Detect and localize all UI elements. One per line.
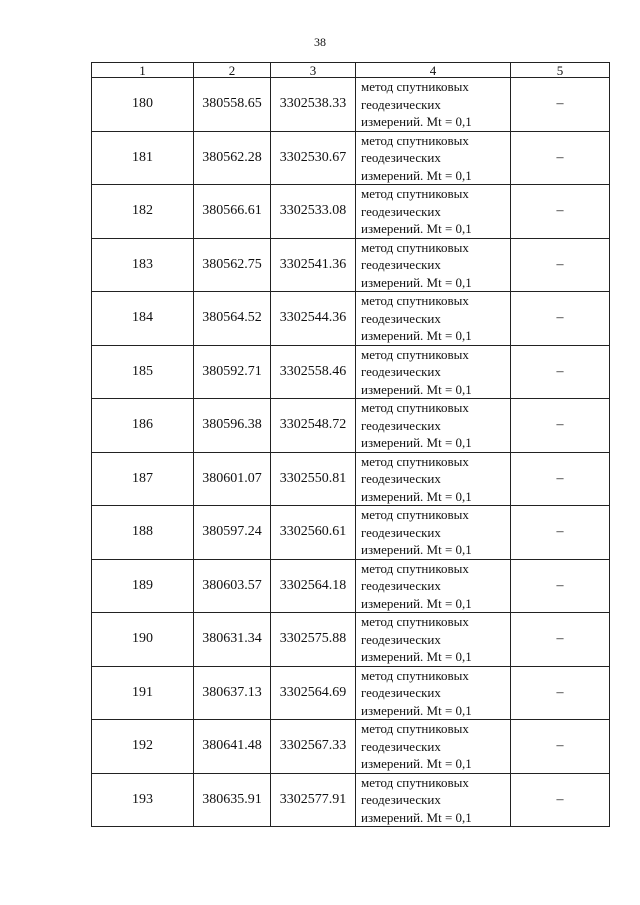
method-line: геодезических: [361, 257, 441, 272]
method-line: геодезических: [361, 471, 441, 486]
method-line: измерений. Mt = 0,1: [361, 328, 472, 343]
note-cell: –: [511, 238, 610, 292]
method-cell: [356, 185, 511, 239]
note-cell: –: [511, 78, 610, 132]
method-line: метод спутниковых: [361, 79, 469, 94]
point-number-cell: 188: [92, 506, 194, 560]
method-line: геодезических: [361, 685, 441, 700]
coord-y-cell: 3302538.33: [271, 78, 356, 132]
method-cell: [356, 345, 511, 399]
method-line: измерений. Mt = 0,1: [361, 381, 472, 397]
method-line: геодезических: [361, 364, 441, 379]
note-cell: –: [511, 506, 610, 560]
note-cell: –: [511, 292, 610, 346]
method-line: метод спутниковых: [361, 453, 469, 469]
method-line: геодезических: [361, 310, 441, 326]
method-line: метод спутниковых: [361, 614, 469, 629]
table-row: [92, 78, 610, 132]
coord-y-cell: 3302564.69: [271, 666, 356, 720]
coord-y-cell: 3302544.36: [271, 292, 356, 346]
point-number-cell: 182: [92, 185, 194, 239]
coord-x-cell: 380558.65: [194, 78, 271, 132]
method-line: метод спутниковых: [361, 186, 469, 201]
coord-y-cell: 3302548.72: [271, 399, 356, 453]
note-cell: –: [511, 666, 610, 720]
coord-x-cell: 380603.57: [194, 559, 271, 613]
header-col-4: 4: [356, 63, 511, 78]
coord-y-cell: 3302560.61: [271, 506, 356, 560]
coord-y-cell: 3302550.81: [271, 452, 356, 506]
method-line: геодезических: [361, 631, 441, 647]
method-line: геодезических: [361, 738, 441, 754]
method-line: измерений. Mt = 0,1: [361, 756, 472, 771]
header-col-5: 5: [511, 63, 610, 78]
coord-x-cell: 380566.61: [194, 185, 271, 239]
method-line: измерений. Mt = 0,1: [361, 809, 472, 825]
method-cell: [356, 131, 511, 185]
method-line: метод спутниковых: [361, 239, 469, 255]
coord-x-cell: 380641.48: [194, 720, 271, 774]
table-row: [92, 131, 610, 185]
note-cell: –: [511, 131, 610, 185]
page-number: 38: [314, 35, 326, 49]
method-cell: [356, 452, 511, 506]
note-cell: –: [511, 452, 610, 506]
method-cell: [356, 559, 511, 613]
point-number-cell: 180: [92, 78, 194, 132]
method-line: геодезических: [361, 524, 441, 540]
method-line: геодезических: [361, 203, 441, 219]
coord-y-cell: 3302575.88: [271, 613, 356, 667]
method-line: измерений. Mt = 0,1: [361, 274, 472, 290]
point-number-cell: 187: [92, 452, 194, 506]
method-cell: [356, 506, 511, 560]
coord-y-cell: 3302567.33: [271, 720, 356, 774]
method-line: метод спутниковых: [361, 293, 469, 308]
coord-y-cell: 3302577.91: [271, 773, 356, 827]
point-number-cell: 191: [92, 666, 194, 720]
method-line: измерений. Mt = 0,1: [361, 488, 472, 504]
coord-x-cell: 380564.52: [194, 292, 271, 346]
coord-x-cell: 380601.07: [194, 452, 271, 506]
coord-y-cell: 3302533.08: [271, 185, 356, 239]
table-row: [92, 506, 610, 560]
method-line: измерений. Mt = 0,1: [361, 167, 472, 183]
method-cell: [356, 292, 511, 346]
method-line: измерений. Mt = 0,1: [361, 435, 472, 450]
method-line: измерений. Mt = 0,1: [361, 114, 472, 129]
coord-x-cell: 380597.24: [194, 506, 271, 560]
method-line: метод спутниковых: [361, 721, 469, 736]
method-line: измерений. Mt = 0,1: [361, 221, 472, 236]
point-number-cell: 193: [92, 773, 194, 827]
coord-y-cell: 3302530.67: [271, 131, 356, 185]
table-row: [92, 238, 610, 292]
coord-x-cell: 380562.28: [194, 131, 271, 185]
method-cell: [356, 238, 511, 292]
coord-x-cell: 380596.38: [194, 399, 271, 453]
note-cell: –: [511, 613, 610, 667]
note-cell: –: [511, 559, 610, 613]
method-line: измерений. Mt = 0,1: [361, 595, 472, 611]
method-line: измерений. Mt = 0,1: [361, 542, 472, 557]
method-cell: [356, 773, 511, 827]
method-cell: [356, 720, 511, 774]
method-line: метод спутниковых: [361, 400, 469, 415]
note-cell: –: [511, 185, 610, 239]
method-line: метод спутниковых: [361, 346, 469, 362]
method-cell: [356, 613, 511, 667]
method-line: геодезических: [361, 417, 441, 433]
table-row: [92, 720, 610, 774]
coord-x-cell: 380635.91: [194, 773, 271, 827]
coord-x-cell: 380592.71: [194, 345, 271, 399]
method-line: измерений. Mt = 0,1: [361, 702, 472, 718]
coord-x-cell: 380637.13: [194, 666, 271, 720]
method-line: геодезических: [361, 150, 441, 165]
method-line: метод спутниковых: [361, 774, 469, 790]
coord-x-cell: 380631.34: [194, 613, 271, 667]
point-number-cell: 184: [92, 292, 194, 346]
method-line: геодезических: [361, 578, 441, 593]
table-row: [92, 613, 610, 667]
point-number-cell: 185: [92, 345, 194, 399]
table-row: [92, 773, 610, 827]
table-row: [92, 452, 610, 506]
table-row: [92, 559, 610, 613]
table-row: [92, 399, 610, 453]
point-number-cell: 183: [92, 238, 194, 292]
method-line: метод спутниковых: [361, 560, 469, 576]
coord-y-cell: 3302558.46: [271, 345, 356, 399]
note-cell: –: [511, 720, 610, 774]
table-row: [92, 185, 610, 239]
point-number-cell: 192: [92, 720, 194, 774]
note-cell: –: [511, 399, 610, 453]
coord-y-cell: 3302541.36: [271, 238, 356, 292]
method-line: геодезических: [361, 792, 441, 807]
header-col-3: 3: [271, 63, 356, 78]
table-header-row: [92, 63, 610, 78]
header-col-2: 2: [194, 63, 271, 78]
method-line: метод спутниковых: [361, 667, 469, 683]
point-number-cell: 189: [92, 559, 194, 613]
point-number-cell: 190: [92, 613, 194, 667]
method-line: метод спутниковых: [361, 132, 469, 148]
method-line: измерений. Mt = 0,1: [361, 649, 472, 664]
point-number-cell: 186: [92, 399, 194, 453]
table-row: [92, 292, 610, 346]
method-cell: [356, 666, 511, 720]
method-cell: [356, 78, 511, 132]
coordinates-table: [91, 62, 610, 827]
table-row: [92, 345, 610, 399]
method-cell: [356, 399, 511, 453]
coord-x-cell: 380562.75: [194, 238, 271, 292]
method-line: метод спутниковых: [361, 507, 469, 522]
table-row: [92, 666, 610, 720]
coord-y-cell: 3302564.18: [271, 559, 356, 613]
method-line: геодезических: [361, 96, 441, 112]
note-cell: –: [511, 773, 610, 827]
note-cell: –: [511, 345, 610, 399]
header-col-1: 1: [92, 63, 194, 78]
point-number-cell: 181: [92, 131, 194, 185]
